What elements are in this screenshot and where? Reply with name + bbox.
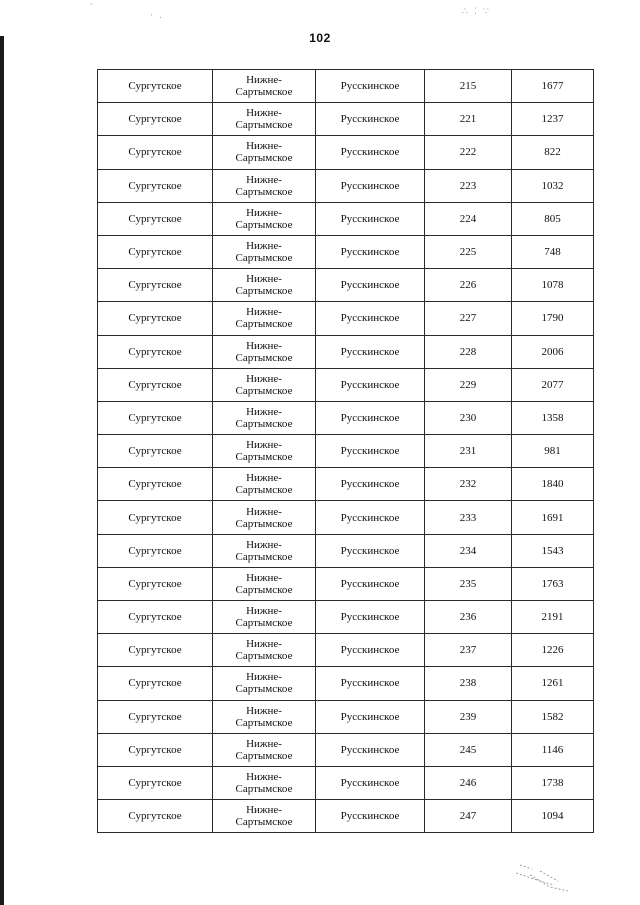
district-cell: Сургутское — [98, 368, 213, 401]
locality-cell: Русскинское — [316, 103, 425, 136]
district-cell: Сургутское — [98, 567, 213, 600]
number-cell: 232 — [425, 468, 512, 501]
district-cell: Сургутское — [98, 534, 213, 567]
table-row — [98, 800, 594, 833]
value-cell: 1543 — [512, 534, 594, 567]
district-cell: Сургутское — [98, 667, 213, 700]
district-cell: Сургутское — [98, 700, 213, 733]
data-table — [97, 69, 594, 833]
value-cell: 1237 — [512, 103, 594, 136]
settlement-line: Сартымское — [235, 285, 293, 298]
value-cell: 981 — [512, 435, 594, 468]
number-cell: 234 — [425, 534, 512, 567]
district-cell: Сургутское — [98, 435, 213, 468]
locality-cell: Русскинское — [316, 235, 425, 268]
number-cell: 221 — [425, 103, 512, 136]
number-cell: 233 — [425, 501, 512, 534]
settlement-cell — [213, 103, 316, 136]
settlement-cell — [213, 534, 316, 567]
settlement-cell — [213, 401, 316, 434]
settlement-line: Сартымское — [235, 749, 293, 762]
number-cell: 230 — [425, 401, 512, 434]
value-cell: 1032 — [512, 169, 594, 202]
settlement-line: Сартымское — [235, 650, 293, 663]
settlement-line: Сартымское — [235, 451, 293, 464]
table-row — [98, 766, 594, 799]
locality-cell: Русскинское — [316, 269, 425, 302]
settlement-line: Нижне- — [246, 571, 282, 584]
locality-cell: Русскинское — [316, 567, 425, 600]
value-cell: 1094 — [512, 800, 594, 833]
scan-speck: ` — [90, 2, 95, 12]
locality-cell: Русскинское — [316, 800, 425, 833]
number-cell: 229 — [425, 368, 512, 401]
table-row — [98, 534, 594, 567]
settlement-cell — [213, 302, 316, 335]
settlement-line: Сартымское — [235, 86, 293, 99]
settlement-cell — [213, 601, 316, 634]
table-row — [98, 103, 594, 136]
scan-edge-bar — [0, 36, 4, 905]
number-cell: 239 — [425, 700, 512, 733]
locality-cell: Русскинское — [316, 634, 425, 667]
settlement-line: Нижне- — [246, 472, 282, 485]
settlement-line: Сартымское — [235, 617, 293, 630]
district-cell: Сургутское — [98, 302, 213, 335]
settlement-cell — [213, 269, 316, 302]
number-cell: 222 — [425, 136, 512, 169]
district-cell: Сургутское — [98, 335, 213, 368]
settlement-cell — [213, 70, 316, 103]
settlement-line: Нижне- — [246, 605, 282, 618]
settlement-cell — [213, 501, 316, 534]
table-row — [98, 601, 594, 634]
table-row — [98, 634, 594, 667]
data-table-container — [97, 69, 590, 833]
settlement-line: Сартымское — [235, 517, 293, 530]
number-cell: 237 — [425, 634, 512, 667]
number-cell: 247 — [425, 800, 512, 833]
value-cell: 2006 — [512, 335, 594, 368]
settlement-cell — [213, 202, 316, 235]
district-cell: Сургутское — [98, 136, 213, 169]
settlement-line: Сартымское — [235, 318, 293, 331]
locality-cell: Русскинское — [316, 302, 425, 335]
number-cell: 226 — [425, 269, 512, 302]
number-cell: 236 — [425, 601, 512, 634]
value-cell: 1078 — [512, 269, 594, 302]
number-cell: 224 — [425, 202, 512, 235]
settlement-line: Сартымское — [235, 185, 293, 198]
settlement-line: Нижне- — [246, 173, 282, 186]
district-cell: Сургутское — [98, 601, 213, 634]
table-row — [98, 368, 594, 401]
table-row — [98, 335, 594, 368]
table-row — [98, 269, 594, 302]
settlement-line: Сартымское — [235, 484, 293, 497]
settlement-cell — [213, 136, 316, 169]
district-cell: Сургутское — [98, 634, 213, 667]
settlement-line: Нижне- — [246, 74, 282, 87]
settlement-line: Нижне- — [246, 339, 282, 352]
settlement-line: Нижне- — [246, 140, 282, 153]
settlement-line: Сартымское — [235, 218, 293, 231]
table-row — [98, 235, 594, 268]
settlement-line: Нижне- — [246, 771, 282, 784]
scan-speck: · . — [150, 10, 164, 20]
settlement-cell — [213, 766, 316, 799]
value-cell: 2191 — [512, 601, 594, 634]
district-cell: Сургутское — [98, 235, 213, 268]
settlement-line: Нижне- — [246, 505, 282, 518]
value-cell: 1146 — [512, 733, 594, 766]
handwritten-mark — [510, 859, 580, 893]
settlement-line: Сартымское — [235, 550, 293, 563]
settlement-line: Нижне- — [246, 206, 282, 219]
locality-cell: Русскинское — [316, 401, 425, 434]
settlement-line: Сартымское — [235, 384, 293, 397]
locality-cell: Русскинское — [316, 601, 425, 634]
value-cell: 805 — [512, 202, 594, 235]
district-cell: Сургутское — [98, 733, 213, 766]
settlement-cell — [213, 733, 316, 766]
value-cell: 1840 — [512, 468, 594, 501]
settlement-cell — [213, 468, 316, 501]
settlement-cell — [213, 800, 316, 833]
value-cell: 748 — [512, 235, 594, 268]
table-row — [98, 70, 594, 103]
settlement-line: Сартымское — [235, 816, 293, 829]
settlement-cell — [213, 368, 316, 401]
settlement-line: Нижне- — [246, 737, 282, 750]
settlement-cell — [213, 335, 316, 368]
number-cell: 238 — [425, 667, 512, 700]
settlement-line: Нижне- — [246, 804, 282, 817]
settlement-line: Нижне- — [246, 273, 282, 286]
value-cell: 1261 — [512, 667, 594, 700]
locality-cell: Русскинское — [316, 733, 425, 766]
district-cell: Сургутское — [98, 202, 213, 235]
district-cell: Сургутское — [98, 468, 213, 501]
locality-cell: Русскинское — [316, 335, 425, 368]
settlement-cell — [213, 667, 316, 700]
district-cell: Сургутское — [98, 169, 213, 202]
locality-cell: Русскинское — [316, 435, 425, 468]
table-row — [98, 468, 594, 501]
number-cell: 235 — [425, 567, 512, 600]
number-cell: 245 — [425, 733, 512, 766]
number-cell: 215 — [425, 70, 512, 103]
settlement-line: Нижне- — [246, 538, 282, 551]
settlement-line: Нижне- — [246, 306, 282, 319]
settlement-line: Сартымское — [235, 152, 293, 165]
table-row — [98, 700, 594, 733]
settlement-line: Сартымское — [235, 417, 293, 430]
table-row — [98, 136, 594, 169]
locality-cell: Русскинское — [316, 766, 425, 799]
number-cell: 228 — [425, 335, 512, 368]
table-row — [98, 567, 594, 600]
value-cell: 1763 — [512, 567, 594, 600]
settlement-line: Сартымское — [235, 351, 293, 364]
value-cell: 822 — [512, 136, 594, 169]
settlement-cell — [213, 634, 316, 667]
page-number: 102 — [309, 31, 331, 45]
settlement-line: Сартымское — [235, 583, 293, 596]
locality-cell: Русскинское — [316, 468, 425, 501]
settlement-line: Нижне- — [246, 638, 282, 651]
locality-cell: Русскинское — [316, 70, 425, 103]
table-body — [98, 70, 594, 833]
value-cell: 1582 — [512, 700, 594, 733]
district-cell: Сургутское — [98, 70, 213, 103]
number-cell: 231 — [425, 435, 512, 468]
settlement-cell — [213, 235, 316, 268]
table-row — [98, 169, 594, 202]
locality-cell: Русскинское — [316, 136, 425, 169]
district-cell: Сургутское — [98, 800, 213, 833]
table-row — [98, 401, 594, 434]
settlement-line: Нижне- — [246, 107, 282, 120]
settlement-cell — [213, 435, 316, 468]
table-row — [98, 733, 594, 766]
district-cell: Сургутское — [98, 766, 213, 799]
settlement-line: Нижне- — [246, 439, 282, 452]
locality-cell: Русскинское — [316, 534, 425, 567]
scan-speck: ∴ ⁚ ∵ — [462, 6, 491, 16]
locality-cell: Русскинское — [316, 667, 425, 700]
value-cell: 1691 — [512, 501, 594, 534]
number-cell: 223 — [425, 169, 512, 202]
district-cell: Сургутское — [98, 103, 213, 136]
locality-cell: Русскинское — [316, 169, 425, 202]
settlement-line: Нижне- — [246, 240, 282, 253]
table-row — [98, 302, 594, 335]
number-cell: 227 — [425, 302, 512, 335]
settlement-line: Нижне- — [246, 671, 282, 684]
settlement-cell — [213, 700, 316, 733]
table-row — [98, 501, 594, 534]
locality-cell: Русскинское — [316, 700, 425, 733]
table-row — [98, 435, 594, 468]
settlement-line: Нижне- — [246, 704, 282, 717]
settlement-cell — [213, 169, 316, 202]
settlement-line: Нижне- — [246, 372, 282, 385]
settlement-line: Сартымское — [235, 119, 293, 132]
settlement-line: Сартымское — [235, 683, 293, 696]
settlement-line: Сартымское — [235, 783, 293, 796]
settlement-cell — [213, 567, 316, 600]
number-cell: 246 — [425, 766, 512, 799]
locality-cell: Русскинское — [316, 202, 425, 235]
table-row — [98, 667, 594, 700]
table-row — [98, 202, 594, 235]
locality-cell: Русскинское — [316, 368, 425, 401]
value-cell: 2077 — [512, 368, 594, 401]
settlement-line: Нижне- — [246, 405, 282, 418]
value-cell: 1226 — [512, 634, 594, 667]
settlement-line: Сартымское — [235, 252, 293, 265]
number-cell: 225 — [425, 235, 512, 268]
value-cell: 1677 — [512, 70, 594, 103]
value-cell: 1358 — [512, 401, 594, 434]
value-cell: 1790 — [512, 302, 594, 335]
district-cell: Сургутское — [98, 269, 213, 302]
district-cell: Сургутское — [98, 501, 213, 534]
district-cell: Сургутское — [98, 401, 213, 434]
settlement-line: Сартымское — [235, 716, 293, 729]
value-cell: 1738 — [512, 766, 594, 799]
locality-cell: Русскинское — [316, 501, 425, 534]
